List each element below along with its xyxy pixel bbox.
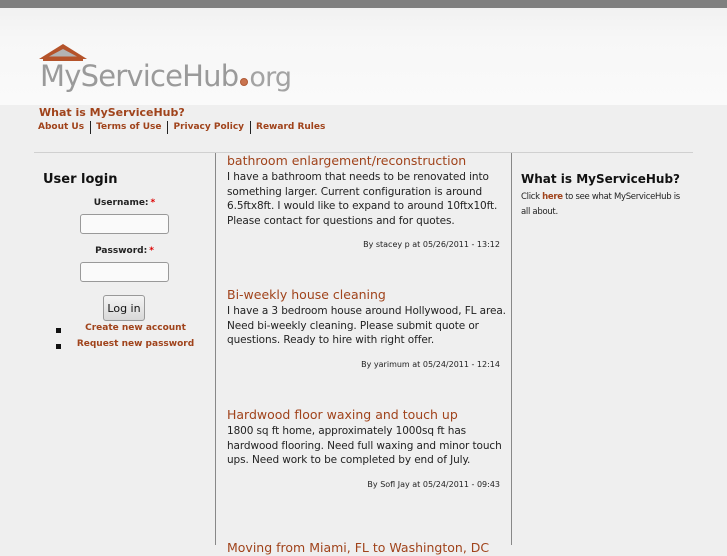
logo-dot-icon [240, 78, 248, 86]
username-input[interactable] [80, 214, 169, 234]
post-item [227, 153, 507, 249]
post-body: I have a 3 bedroom house around Hollywood, FL area. Need bi-weekly cleaning. Please submit quote or questions. Ready to hire with right offer. [227, 305, 506, 347]
post-title-link[interactable]: Bi-weekly house cleaning [227, 287, 386, 302]
post-title-link[interactable]: bathroom enlargement/reconstruction [227, 153, 467, 168]
required-mark: * [149, 246, 154, 256]
logo-wordmark [40, 59, 291, 93]
logo-tld: org [249, 62, 292, 93]
username-label-text: Username: [93, 198, 149, 208]
create-account-link[interactable]: Create new account [85, 323, 186, 333]
about-text-after: to see what MyServiceHub is all about. [521, 192, 680, 217]
bullet-icon [56, 328, 61, 333]
post-title-link[interactable]: Hardwood floor waxing and touch up [227, 407, 458, 422]
list-item [34, 339, 215, 355]
post-title-link[interactable]: Moving from Miami, FL to Washington, DC [227, 540, 490, 555]
login-links [34, 323, 215, 355]
post-item [227, 540, 507, 556]
login-title: User login [43, 172, 118, 187]
site-header [0, 8, 727, 105]
post-meta: By stacey p at 05/26/2011 - 13:12 [363, 240, 500, 250]
post-item [227, 407, 507, 489]
request-password-link[interactable]: Request new password [76, 339, 195, 349]
about-title: What is MyServiceHub? [521, 172, 681, 186]
required-mark: * [150, 198, 156, 208]
password-label [34, 246, 215, 256]
password-label-text: Password: [95, 246, 148, 256]
top-bar [0, 0, 727, 8]
post-meta: By yarimum at 05/24/2011 - 12:14 [361, 359, 500, 369]
about-text-before: Click [521, 192, 543, 202]
nav-link-terms-of-use[interactable]: Terms of Use [96, 122, 162, 132]
nav-link-reward-rules[interactable]: Reward Rules [256, 122, 326, 132]
about-text [521, 190, 686, 219]
post-body: I have a bathroom that needs to be renovated into something larger. Current configuration is around 6.5ftx8ft. I would like to expand to around 10ftx10ft. Please contact for questions and for quotes. [227, 171, 498, 227]
nav-link-about-us[interactable]: About Us [38, 122, 85, 132]
logo-name: MyServiceHub [40, 59, 239, 93]
username-label [34, 198, 215, 208]
post-body: 1800 sq ft home, approximately 1000sq ft has hardwood flooring. Need full waxing and minor touch ups. Need work to be completed by end of July. [227, 425, 502, 467]
login-block [34, 153, 215, 545]
list-item [34, 323, 215, 339]
posts-column [215, 153, 512, 555]
password-input[interactable] [80, 262, 169, 282]
bullet-icon [56, 344, 61, 349]
about-block [512, 153, 693, 545]
post-item [227, 287, 507, 369]
site-tagline: What is MyServiceHub? [39, 106, 185, 119]
login-button[interactable]: Log in [103, 295, 145, 321]
nav-link-privacy-policy[interactable]: Privacy Policy [173, 122, 245, 132]
about-here-link[interactable]: here [542, 192, 563, 202]
post-meta: By Sofl Jay at 05/24/2011 - 09:43 [367, 479, 500, 489]
primary-nav [38, 121, 331, 134]
site-logo[interactable] [37, 43, 297, 105]
